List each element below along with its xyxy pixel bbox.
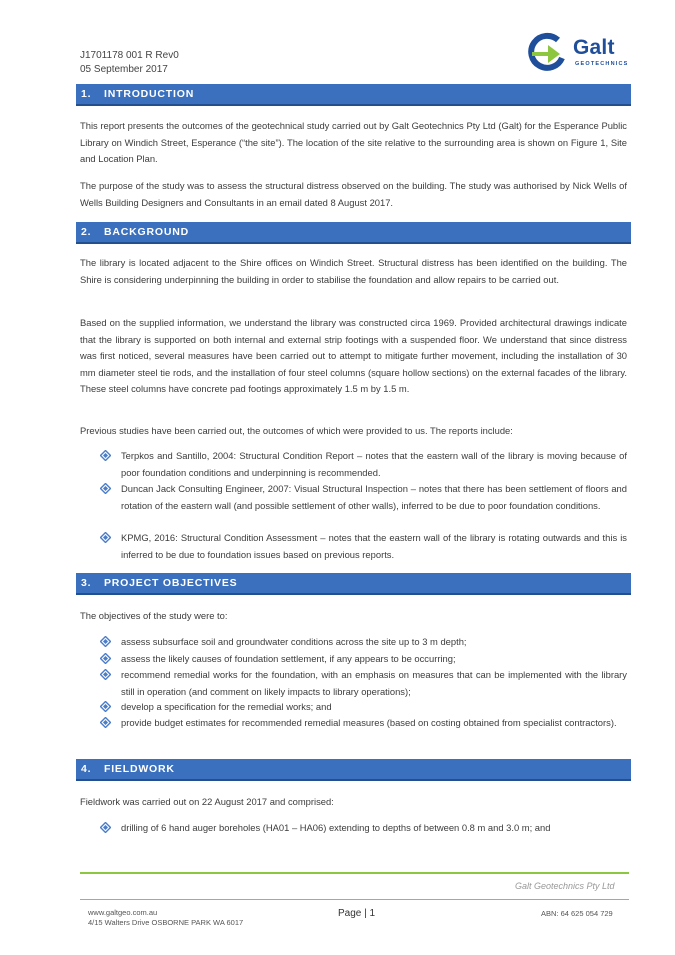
section-title: FIELDWORK: [104, 763, 175, 775]
section-heading-project-objectives: [76, 573, 631, 595]
list-item-text: Terpkos and Santillo, 2004: Structural Condition Report – notes that the eastern wall of the library is moving because of poor foundation conditions and underpinning is recommended.: [121, 450, 627, 478]
paragraph: This report presents the outcomes of the geotechnical study carried out by Galt Geotechnics Pty Ltd (Galt) for the Esperance Public Library on Windich Street, Esperance (“the site”). The location of the site relative to the surrounding area is shown on Figure 1, Site and Location Plan.: [80, 120, 627, 164]
list-item: [100, 667, 627, 700]
section-number: 2.: [81, 226, 92, 238]
list-item-text: KPMG, 2016: Structural Condition Assessment – notes that the eastern wall of the library is rotating outwards and this is inferred to be due to foundation issues based on previous reports.: [121, 532, 627, 560]
diamond-bullet-icon: [100, 669, 111, 680]
footer-abn: ABN: 64 625 054 729: [541, 909, 613, 918]
section-heading-fieldwork: [76, 759, 631, 781]
section-title: BACKGROUND: [104, 226, 189, 238]
section-title: PROJECT OBJECTIVES: [104, 577, 238, 589]
logo-subtitle: GEOTECHNICS: [575, 61, 629, 67]
section-number: 3.: [81, 577, 92, 589]
section-number: 1.: [81, 88, 92, 100]
document-reference: [80, 49, 179, 77]
page-number: Page | 1: [338, 908, 376, 919]
list-item-text: drilling of 6 hand auger boreholes (HA01 – HA06) extending to depths of between 0.8 m and 3.0 m; and: [121, 822, 551, 833]
paragraph: The purpose of the study was to assess the structural distress observed on the building. The study was authorised by Nick Wells of Wells Building Designers and Consultants in an email dated 8 August 2017.: [80, 180, 627, 208]
list-item-text: recommend remedial works for the foundation, with an emphasis on measures that can be implemented with the library still in operation (and comment on likely impacts to library operations);: [121, 669, 627, 697]
diamond-bullet-icon: [100, 822, 111, 833]
diamond-bullet-icon: [100, 653, 111, 664]
galt-logo: [528, 32, 630, 74]
list-item-text: develop a specification for the remedial works; and: [121, 701, 332, 712]
report-date: 05 September 2017: [80, 64, 168, 75]
list-item-text: provide budget estimates for recommended remedial measures (based on costing obtained from specialist contractors).: [121, 717, 617, 728]
list-item-text: Duncan Jack Consulting Engineer, 2007: Visual Structural Inspection – notes that there has been settlement of floors and rotation of the eastern wall (and possible settlement of other walls), inferred to be due to poor foundation conditions.: [121, 483, 627, 511]
diamond-bullet-icon: [100, 450, 111, 461]
footer-contact: [88, 908, 243, 928]
footer-website: www.galtgeo.com.au: [88, 908, 158, 917]
list-item: [100, 651, 627, 668]
footer-divider-bottom: [80, 899, 629, 900]
paragraph: Previous studies have been carried out, the outcomes of which were provided to us. The reports include:: [80, 425, 513, 436]
list-item: [100, 634, 627, 651]
section-heading-introduction: [76, 84, 631, 106]
list-item: [100, 530, 627, 563]
diamond-bullet-icon: [100, 532, 111, 543]
footer-company: Galt Geotechnics Pty Ltd: [515, 881, 615, 891]
diamond-bullet-icon: [100, 717, 111, 728]
list-item-text: assess subsurface soil and groundwater conditions across the site up to 3 m depth;: [121, 636, 467, 647]
section-number: 4.: [81, 763, 92, 775]
list-item: [100, 715, 627, 732]
footer-divider-top: [80, 872, 629, 874]
paragraph: Based on the supplied information, we understand the library was constructed circa 1969. Provided architectural drawings indicate that the library is supported on both internal and external strip footings with a suspended floor. We understand that since distress was first noticed, several measures have been carried out to attempt to mitigate further movement, including the installation of 30 mm diameter steel tie rods, and the installation of four steel columns (square hollow sections) on the external facades of the library. These steel columns have concrete pad footings approximately 1.5 m by 1.5 m.: [80, 317, 627, 394]
diamond-bullet-icon: [100, 636, 111, 647]
section-heading-background: [76, 222, 631, 244]
paragraph: Fieldwork was carried out on 22 August 2017 and comprised:: [80, 796, 334, 807]
list-item: [100, 699, 627, 716]
diamond-bullet-icon: [100, 701, 111, 712]
paragraph: The objectives of the study were to:: [80, 610, 228, 621]
footer-address: 4/15 Walters Drive OSBORNE PARK WA 6017: [88, 918, 244, 927]
report-number: J1701178 001 R Rev0: [80, 50, 179, 61]
galt-logo-icon: [528, 32, 572, 74]
list-item: [100, 481, 627, 514]
diamond-bullet-icon: [100, 483, 111, 494]
logo-name: Galt: [573, 36, 615, 59]
list-item: [100, 448, 627, 481]
paragraph: The library is located adjacent to the Shire offices on Windich Street. Structural distress has been identified on the building. The Shire is considering underpinning the building in order to stabilise the foundation and allow repairs to be carried out.: [80, 257, 627, 285]
list-item-text: assess the likely causes of foundation settlement, if any appears to be occurring;: [121, 653, 456, 664]
section-title: INTRODUCTION: [104, 88, 195, 100]
list-item: [100, 820, 627, 837]
